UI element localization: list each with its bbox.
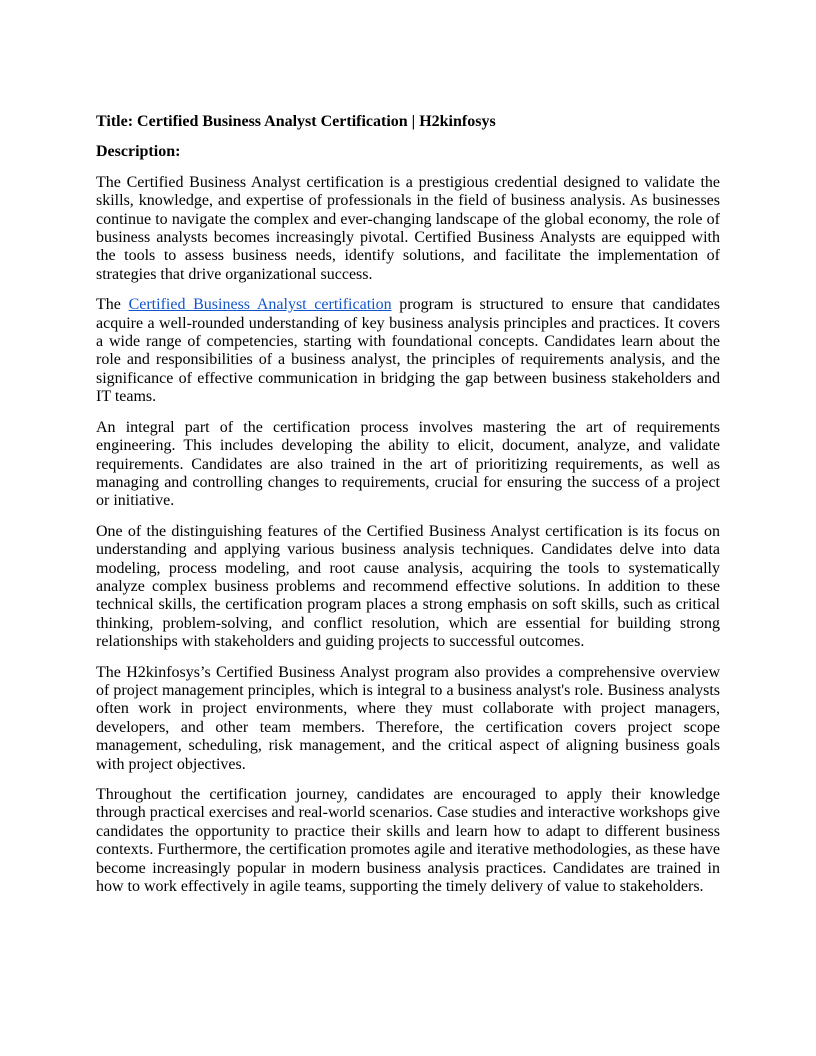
certification-link[interactable]: Certified Business Analyst certification <box>128 296 392 314</box>
paragraph-text-before-link: The <box>96 296 129 314</box>
paragraph-practical-agile: Throughout the certification journey, candidates are encouraged to apply their knowledge through practical exercises and real-world scenarios. Case studies and interactive workshops give candidates the opportunity to practice their skills and learn how to adapt to different business contexts. Furthermore, the certification promotes agile and iterative methodologies, as these have become increasingly popular in modern business analysis practices. Candidates are trained in how to work effectively in agile teams, supporting the timely delivery of value to stakeholders. <box>96 786 720 896</box>
document-page <box>96 113 720 908</box>
paragraph-techniques: One of the distinguishing features of the Certified Business Analyst certification is its focus on understanding and applying various business analysis techniques. Candidates delve into data modeling, process modeling, and root cause analysis, acquiring the tools to systematically analyze complex business problems and recommend effective solutions. In addition to these technical skills, the certification program places a strong emphasis on soft skills, such as critical thinking, problem-solving, and conflict resolution, which are essential for building strong relationships with stakeholders and guiding projects to successful outcomes. <box>96 522 720 651</box>
paragraph-project-management: The H2kinfosys’s Certified Business Analyst program also provides a comprehensive overview of project management principles, which is integral to a business analyst's role. Business analysts often work in project environments, where they must collaborate with project managers, developers, and other team members. Therefore, the certification covers project scope management, scheduling, risk management, and the critical aspect of aligning business goals with project objectives. <box>96 663 720 773</box>
description-label: Description: <box>96 143 181 161</box>
paragraph-text-after-link: program is structured to ensure that candidates acquire a well-rounded understanding of key business analysis principles and practices. It covers a wide range of competencies, starting with foundational concepts. Candidates learn about the role and responsibilities of a business analyst, the principles of requirements analysis, and the significance of effective communication in bridging the gap between business stakeholders and IT teams. <box>96 296 721 406</box>
paragraph-intro: The Certified Business Analyst certification is a prestigious credential designed to validate the skills, knowledge, and expertise of professionals in the field of business analysis. As businesses continue to navigate the complex and ever-changing landscape of the global economy, the role of business analysts becomes increasingly pivotal. Certified Business Analysts are equipped with the tools to assess business needs, identify solutions, and facilitate the implementation of strategies that drive organizational success. <box>96 173 720 283</box>
paragraph-program-structure <box>96 296 720 406</box>
document-title: Title: Certified Business Analyst Certification | H2kinfosys <box>96 113 496 130</box>
paragraph-requirements-engineering: An integral part of the certification process involves mastering the art of requirements engineering. This includes developing the ability to elicit, document, analyze, and validate requirements. Candidates are also trained in the art of prioritizing requirements, as well as managing and controlling changes to requirements, crucial for ensuring the success of a project or initiative. <box>96 418 720 510</box>
